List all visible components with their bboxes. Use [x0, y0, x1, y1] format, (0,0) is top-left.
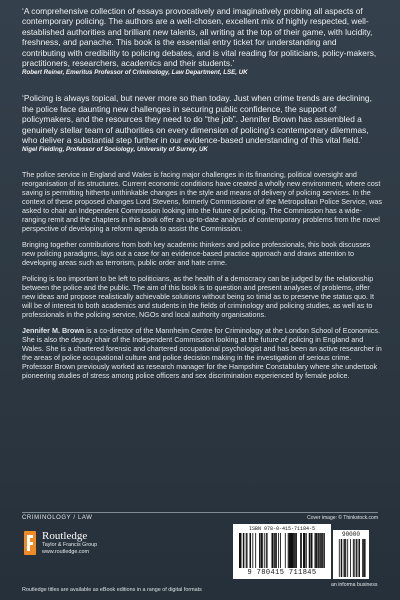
footer-divider — [22, 512, 378, 513]
barcode-bar — [240, 533, 242, 568]
barcode-bar — [247, 533, 248, 568]
description-paragraph-2: Bringing together contributions from both key academic thinkers and police professionals, this book discusses new policing paradigms, lays out a case for an evidence-based practice approach and draws attention to developing areas such as terrorism, public order and hate crime. — [22, 240, 371, 268]
barcode-bar — [344, 539, 345, 577]
barcode-bar — [353, 539, 354, 577]
isbn-barcode — [233, 524, 331, 579]
barcode-bar — [259, 533, 261, 568]
barcode-bar — [339, 539, 340, 577]
barcode-bar — [295, 533, 297, 568]
barcode-bar — [301, 533, 302, 568]
author-name: Jennifer M. Brown — [22, 326, 85, 336]
barcode-bar — [294, 533, 295, 568]
barcode-bar — [322, 533, 324, 568]
publisher-name: Routledge — [42, 530, 88, 542]
barcode-bar — [275, 533, 277, 568]
barcode-bar — [345, 539, 346, 577]
description-paragraph-3: Policing is too important to be left to politicians, as the health of a democracy can be judged by the relationship between the police and the public. The aim of this book is to question and present analyses of problems, offer new ideas and propose realistically achievable solutions without being so timid as to preserve the status quo. It will be of interest to both academics and students in the fields of criminology and policing studies, as well as to professionals in the policing service, NGOs and local authority organisations. — [22, 274, 374, 320]
barcode-bar — [362, 539, 363, 577]
barcode-bar — [309, 533, 311, 568]
barcode-bar — [306, 533, 307, 568]
barcode-bar — [293, 533, 294, 568]
barcode-bar — [317, 533, 319, 568]
subject-category: CRIMINOLOGY / LAW — [22, 515, 93, 521]
barcode-bar — [320, 533, 321, 568]
barcode-bar — [324, 533, 325, 568]
review-quote-2: ‘Policing is always topical, but never more so than today. Just when crime trends are declining, the police face daunting new challenges in securing public confidence, the support of policymakers, and the resources they need to do “the job”. Jennifer Brown has assembled a genuinely stellar team of authorities on every dimension of policing’s contemporary dilemmas, who deliver a substantial step further in our evidence-based understanding of this vital field.’ — [22, 93, 372, 146]
cover-text-column — [22, 6, 382, 380]
barcode-bar — [273, 533, 274, 568]
author-bio — [22, 326, 382, 380]
cover-image-credit: Cover image: © Thinkstock.com — [307, 515, 378, 521]
barcode-bar — [304, 533, 306, 568]
barcode-digits: 9 780415 711845 — [247, 569, 317, 577]
barcode-bar — [255, 533, 256, 568]
review-attribution-2: Nigel Fielding, Professor of Sociology, University of Surrey, UK — [22, 146, 208, 154]
barcode-bar — [312, 533, 313, 568]
barcode-bar — [358, 539, 359, 577]
informa-tagline: an informa business — [331, 582, 378, 588]
addon-bars-icon — [333, 530, 369, 579]
barcode-bar — [243, 533, 245, 568]
barcode-bar — [262, 533, 263, 568]
barcode-bar — [246, 533, 247, 568]
barcode-bar — [344, 539, 345, 577]
barcode-bar — [293, 533, 294, 568]
barcode-bar — [264, 533, 265, 568]
barcode-bar — [363, 539, 364, 577]
barcode-bar — [319, 533, 320, 568]
barcode-bar — [321, 533, 322, 568]
barcode-bar — [315, 533, 317, 568]
barcode-bar — [300, 533, 301, 568]
barcode-bar — [288, 533, 289, 568]
review-quote-1: ‘A comprehensive collection of essays provocatively and imaginatively probing all aspects of contemporary policing. The authors are a well-chosen, excellent mix of highly respected, well-established authorities and brilliant new talents, all writing at the top of their game, with lucidity, freshness, and panache. This book is the essential entry ticket for understanding and contributing with credibility to policing debates, and is vital reading for politicians, policy-makers, practitioners, researchers, academics and their students.’ — [22, 6, 377, 69]
barcode-bar — [252, 533, 253, 568]
barcode-bar — [354, 539, 355, 577]
description-paragraph-1: The police service in England and Wales is facing major challenges in its financing, political oversight and reorganisation of its structures. Current economic conditions have created a wholly new environment, where cost saving is permitting hitherto unthinkable changes in the style and means of delivery of policing services. In the context of these proposed changes Lord Stevens, formerly Commissioner of the Metropolitan Police Service, was asked to chair an Independent Commission looking into the future of policing. The Commission has a wide-ranging remit and the chapters in this book offer an up-to-date analysis of contemporary problems from the novel perspective of developing a reform agenda to assist the Commission. — [22, 170, 382, 234]
barcode-bar — [350, 539, 351, 577]
publisher-logo — [22, 530, 97, 556]
author-bio-text: is a co-director of the Mannheim Centre for Criminology at the London School of Economics. She is also the deputy chair of the Independent Commission looking at the future of policing in England and Wales. She is a chartered forensic and chartered occupational psychologist and has been an active researcher in the areas of police occupational culture and police decision making in the investigation of serious crime. Professor Brown previously worked as research manager for the Hampshire Constabulary where she undertook pioneering studies of stress among police officers and sex discrimination experienced by female police. — [22, 326, 382, 381]
addon-digits: 90000 — [341, 531, 360, 538]
price-addon-barcode — [333, 530, 369, 579]
review-attribution-1: Robert Reiner, Emeritus Professor of Criminology, Law Department, LSE, UK — [22, 69, 248, 77]
barcode-bar — [314, 533, 315, 568]
barcode-bar — [278, 533, 279, 568]
barcode-bar — [356, 539, 357, 577]
barcode-bar — [266, 533, 267, 568]
isbn-number: ISBN 978-0-415-71184-5 — [248, 526, 315, 532]
publisher-website: www.routledge.com — [42, 549, 90, 555]
ebook-availability-note: Routledge titles are available as eBook editions in a range of digital formats — [22, 587, 202, 593]
barcode-bar — [274, 533, 275, 568]
publisher-group: Taylor & Francis Group — [42, 542, 98, 548]
barcode-bar — [280, 533, 281, 568]
barcode-bar — [267, 533, 268, 568]
barcode-bar — [285, 533, 286, 568]
barcode-bar — [271, 533, 273, 568]
barcode-bar — [364, 539, 365, 577]
barcode-bar — [250, 533, 252, 568]
barcode-bar — [357, 539, 358, 577]
routledge-logo-icon — [22, 530, 38, 556]
barcode-bar — [341, 539, 342, 577]
barcode-bar — [347, 539, 348, 577]
